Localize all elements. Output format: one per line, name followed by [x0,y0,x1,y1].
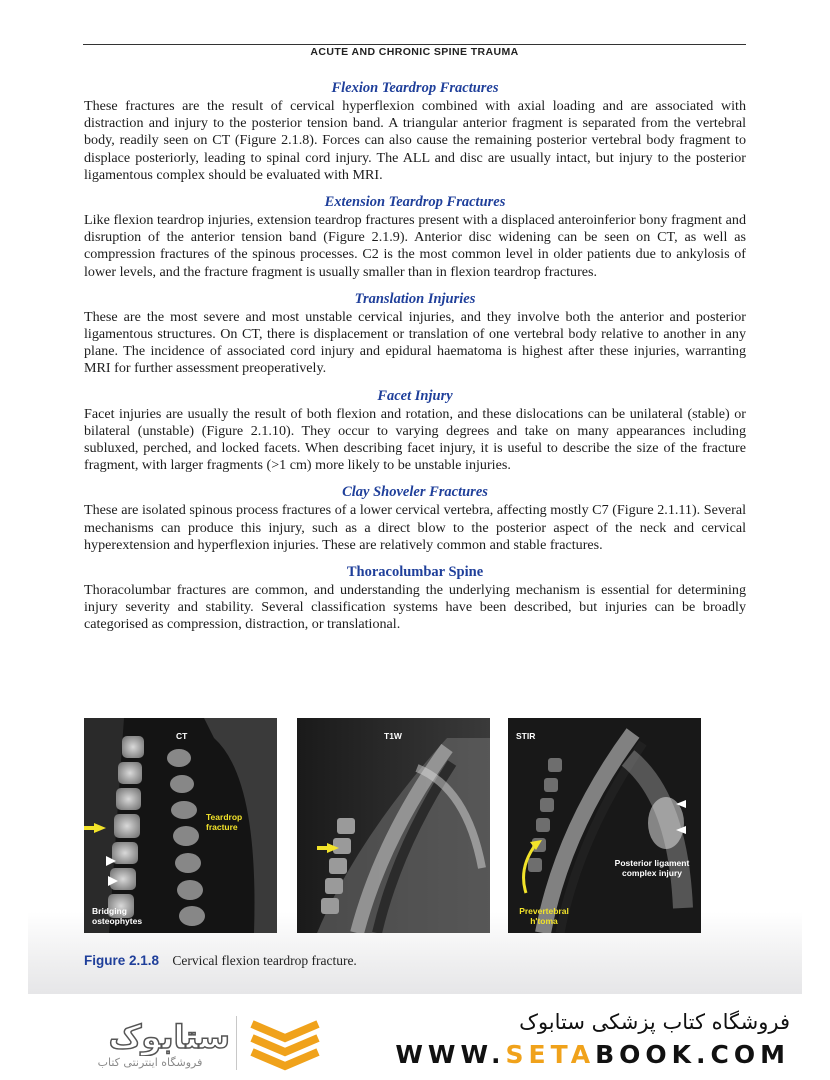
section-heading: Thoracolumbar Spine [346,564,484,581]
t1w-image [297,718,490,933]
setabook-wordmark [70,1016,230,1056]
section-paragraph: These are the most severe and most unstable cervical injuries, and they involve both the anterior and posterior ligamentous structures. On CT, there is displacement or translation of one vertebral body relative to another in any plane. The incidence of associated cord injury and epidural haematoma is highest after these injuries, warranting MRI for further assessment preoperatively. [84,308,746,377]
running-header: ACUTE AND CHRONIC SPINE TRAUMA [310,46,519,58]
shop-url[interactable] [395,1040,790,1069]
shop-name: فروشگاه کتاب پزشکی ستابوک [519,1010,790,1034]
section-heading: Extension Teardrop Fractures [324,194,506,211]
setabook-logo-icon [246,1018,324,1072]
section-paragraph: These fractures are the result of cervical hyperflexion combined with axial loading and are associated with distraction and injury to the posterior tension band. A triangular anterior fragment is separated from the vertebral body, readily seen on CT (Figure 2.1.8). Forces can also cause the remaining posterior vertebral body fragment to displace posteriorly, leading to spinal cord injury. The ALL and disc are usually intact, but injury to the posterior ligamentous complex should be evaluated with MRI. [84,98,746,183]
logo-subtitle: فروشگاه اینترنتی کتاب [97,1056,203,1069]
stir-image [508,718,701,933]
header-rule [83,44,746,45]
figure-panel-t1w [297,718,490,933]
section-heading: Clay Shoveler Fractures [342,484,488,501]
section-paragraph: Facet injuries are usually the result of both flexion and rotation, and these dislocations can be unilateral (stable) or bilateral (unstable) (Figure 2.1.10). They occur to varying degrees and take on many appearances including subluxed, perched, and locked facets. When describing facet injury, it is useful to describe the size of the fracture fragment, with larger fragments (>1 cm) more likely to be unstable injuries. [84,405,746,474]
panel-label-ct: CT [176,731,188,741]
url-part-accent: SETA [505,1040,596,1069]
figure-caption [84,953,357,969]
annotation-teardrop-fracture: Teardrop fracture [206,812,243,832]
logo-divider [236,1016,237,1070]
section-extension-teardrop [84,194,746,281]
annotation-prevertebral-haematoma: Prevertebral h'toma [519,906,569,926]
logo-wordmark-text: ستابوک [108,1018,230,1056]
url-part: B [595,1040,620,1069]
panel-label-t1w: T1W [384,731,402,741]
section-heading: Facet Injury [377,387,453,404]
figure-panel-stir [508,718,701,933]
section-flexion-teardrop [84,80,746,184]
figure-number: Figure 2.1.8 [84,953,160,968]
section-paragraph: Thoracolumbar fractures are common, and understanding the underlying mechanism is essential for determining injury severity and stability. Several classification systems have been described, but injuries can be broadly categorised as compression, distraction, or translational. [84,582,746,633]
section-facet-injury [84,388,746,475]
annotation-bridging-osteophytes: Bridging osteophytes [92,906,143,926]
section-paragraph: These are isolated spinous process fractures of a lower cervical vertebra, affecting mostly C7 (Figure 2.1.11). Several mechanisms can produce this injury, such as a direct blow to the posterior aspect of the neck and cervical hyperextension and hyperflexion injuries. These are relatively common and stable fractures. [84,502,746,553]
url-part: OOK.COM [619,1040,790,1069]
section-translation-injuries [84,291,746,378]
figure-caption-text: Cervical flexion teardrop fracture. [172,953,357,968]
annotation-posterior-ligament: Posterior ligament complex injury [614,858,690,878]
section-heading: Flexion Teardrop Fractures [331,80,499,96]
url-part: WWW. [395,1040,506,1069]
section-heading: Translation Injuries [354,290,476,307]
panel-label-stir: STIR [516,731,536,741]
section-clay-shoveler [84,484,746,554]
text-body [84,80,746,644]
section-thoracolumbar [84,564,746,634]
section-paragraph: Like flexion teardrop injuries, extension teardrop fractures present with a displaced anteroinferior bony fragment and disruption of the anterior tension band (Figure 2.1.9). Anterior disc widening can be seen on CT, as well as compression fractures of the spinous processes. C2 is the most common level in older patients due to ankylosis of lower levels, and the fracture fragment is usually smaller than in flexion teardrop fractures. [84,212,746,280]
